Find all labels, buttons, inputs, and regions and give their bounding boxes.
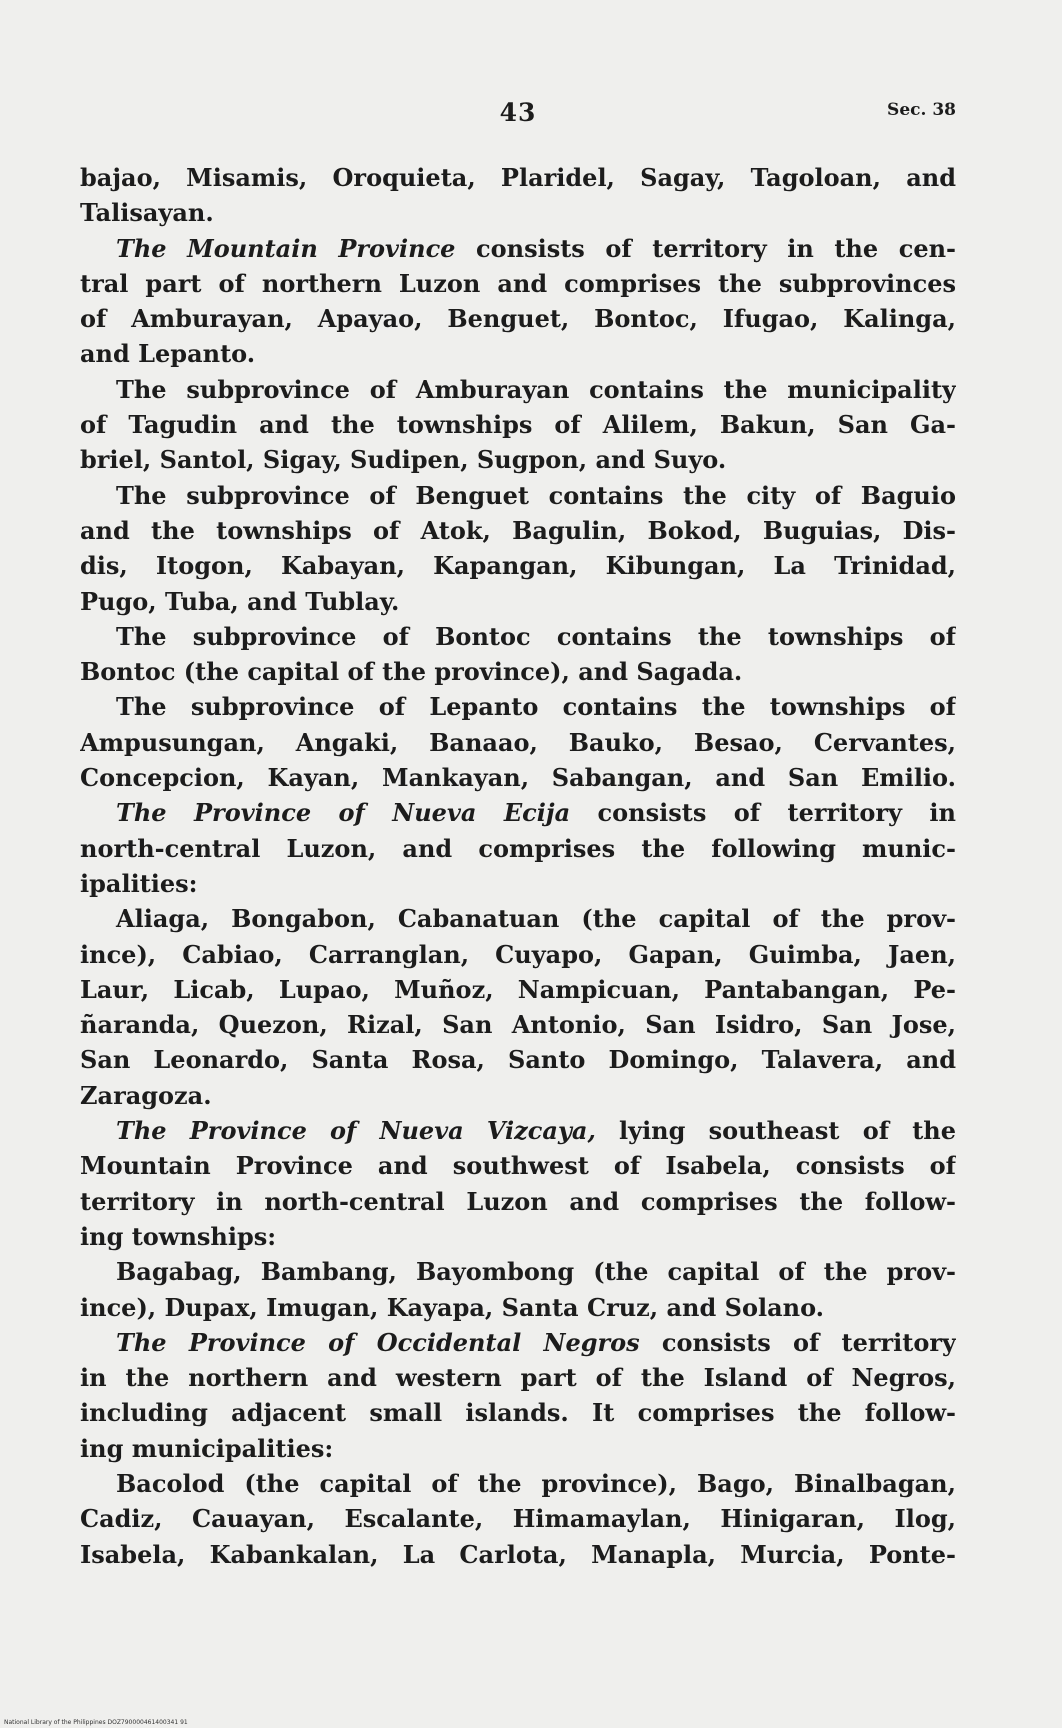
italic-province-name: The Mountain Province bbox=[116, 233, 456, 263]
line-text: of Tagudin and the townships of Alilem, Bakun, San Ga- bbox=[80, 410, 956, 440]
text-line bbox=[80, 1325, 956, 1360]
text-line bbox=[80, 937, 956, 972]
line-text: San Leonardo, Santa Rosa, Santo Domingo, Talavera, and bbox=[80, 1045, 956, 1075]
page-header bbox=[80, 98, 956, 138]
text-line bbox=[80, 1184, 956, 1219]
text-line bbox=[80, 1042, 956, 1077]
text-line bbox=[80, 584, 956, 619]
italic-province-name: The Province of Nueva Vizcaya, bbox=[116, 1116, 596, 1146]
line-text: ince), Cabiao, Carranglan, Cuyapo, Gapan, Guimba, Jaen, bbox=[80, 939, 956, 969]
line-text: The subprovince of Benguet contains the city of Baguio bbox=[116, 480, 956, 510]
line-text: and the townships of Atok, Bagulin, Bokod, Buguias, Dis- bbox=[80, 515, 956, 545]
text-line bbox=[80, 478, 956, 513]
line-text: Zaragoza. bbox=[80, 1080, 212, 1110]
text-line bbox=[80, 1113, 956, 1148]
line-text: briel, Santol, Sigay, Sudipen, Sugpon, and Suyo. bbox=[80, 445, 727, 475]
italic-province-name: The Province of Nueva Ecija bbox=[116, 798, 571, 828]
section-reference: Sec. 38 bbox=[887, 100, 956, 120]
text-line bbox=[80, 231, 956, 266]
text-line bbox=[80, 1254, 956, 1289]
line-text: consists of territory bbox=[639, 1327, 956, 1357]
text-line bbox=[80, 301, 956, 336]
line-text: of Amburayan, Apayao, Benguet, Bontoc, Ifugao, Kalinga, bbox=[80, 304, 956, 334]
italic-province-name: The Province of Occidental Negros bbox=[116, 1327, 640, 1357]
line-text: ing townships: bbox=[80, 1221, 277, 1251]
text-line bbox=[80, 336, 956, 371]
text-line bbox=[80, 831, 956, 866]
line-text: Ampusungan, Angaki, Banaao, Bauko, Besao, Cervantes, bbox=[80, 727, 956, 757]
text-line bbox=[80, 1078, 956, 1113]
page-number: 43 bbox=[499, 98, 537, 127]
text-line bbox=[80, 1007, 956, 1042]
text-line bbox=[80, 866, 956, 901]
text-line bbox=[80, 1290, 956, 1325]
archive-footer: National Library of the Philippines DOZ790000461400341 91 bbox=[4, 1719, 188, 1726]
text-line bbox=[80, 372, 956, 407]
line-text: territory in north-central Luzon and comprises the follow- bbox=[80, 1186, 956, 1216]
line-text: consists of territory in the cen- bbox=[455, 233, 956, 263]
text-line bbox=[80, 266, 956, 301]
line-text: ipalities: bbox=[80, 868, 198, 898]
line-text: Bontoc (the capital of the province), and Sagada. bbox=[80, 657, 743, 687]
line-text: Cadiz, Cauayan, Escalante, Himamaylan, Hinigaran, Ilog, bbox=[80, 1504, 956, 1534]
line-text: ince), Dupax, Imugan, Kayapa, Santa Cruz, and Solano. bbox=[80, 1292, 825, 1322]
line-text: The subprovince of Lepanto contains the townships of bbox=[116, 692, 956, 722]
line-text: ñaranda, Quezon, Rizal, San Antonio, San Isidro, San Jose, bbox=[80, 1010, 956, 1040]
line-text: Laur, Licab, Lupao, Muñoz, Nampicuan, Pantabangan, Pe- bbox=[80, 974, 956, 1004]
line-text: Pugo, Tuba, and Tublay. bbox=[80, 586, 400, 616]
text-line bbox=[80, 972, 956, 1007]
text-line bbox=[80, 760, 956, 795]
text-line bbox=[80, 160, 956, 195]
line-text: consists of territory in bbox=[570, 798, 956, 828]
text-line bbox=[80, 725, 956, 760]
text-line bbox=[80, 513, 956, 548]
text-line bbox=[80, 548, 956, 583]
text-line bbox=[80, 1431, 956, 1466]
line-text: north-central Luzon, and comprises the following munic- bbox=[80, 833, 956, 863]
text-line bbox=[80, 619, 956, 654]
line-text: The subprovince of Amburayan contains the municipality bbox=[116, 374, 956, 404]
text-line bbox=[80, 1466, 956, 1501]
line-text: in the northern and western part of the Island of Negros, bbox=[80, 1363, 956, 1393]
line-text: and Lepanto. bbox=[80, 339, 256, 369]
line-text: Concepcion, Kayan, Mankayan, Sabangan, and San Emilio. bbox=[80, 763, 956, 793]
text-line bbox=[80, 407, 956, 442]
line-text: including adjacent small islands. It comprises the follow- bbox=[80, 1398, 956, 1428]
line-text: The subprovince of Bontoc contains the townships of bbox=[116, 621, 956, 651]
line-text: tral part of northern Luzon and comprises the subprovinces bbox=[80, 268, 956, 298]
text-line bbox=[80, 1395, 956, 1430]
line-text: Mountain Province and southwest of Isabela, consists of bbox=[80, 1151, 956, 1181]
text-line bbox=[80, 195, 956, 230]
text-line bbox=[80, 901, 956, 936]
line-text: bajao, Misamis, Oroquieta, Plaridel, Sagay, Tagoloan, and bbox=[80, 163, 956, 192]
line-text: ing municipalities: bbox=[80, 1433, 334, 1463]
text-line bbox=[80, 795, 956, 830]
line-text: lying southeast of the bbox=[595, 1116, 956, 1146]
body-text bbox=[80, 160, 956, 1572]
text-line bbox=[80, 1501, 956, 1536]
line-text: Bagabag, Bambang, Bayombong (the capital of the prov- bbox=[116, 1257, 956, 1287]
line-text: Isabela, Kabankalan, La Carlota, Manapla, Murcia, Ponte- bbox=[80, 1539, 956, 1569]
text-line bbox=[80, 1360, 956, 1395]
text-line bbox=[80, 689, 956, 724]
text-line bbox=[80, 654, 956, 689]
text-line bbox=[80, 1148, 956, 1183]
text-line bbox=[80, 1537, 956, 1572]
line-text: dis, Itogon, Kabayan, Kapangan, Kibungan, La Trinidad, bbox=[80, 551, 956, 581]
line-text: Bacolod (the capital of the province), Bago, Binalbagan, bbox=[116, 1468, 956, 1498]
text-line bbox=[80, 1219, 956, 1254]
text-line bbox=[80, 442, 956, 477]
line-text: Aliaga, Bongabon, Cabanatuan (the capital of the prov- bbox=[116, 904, 956, 934]
line-text: Talisayan. bbox=[80, 198, 214, 228]
